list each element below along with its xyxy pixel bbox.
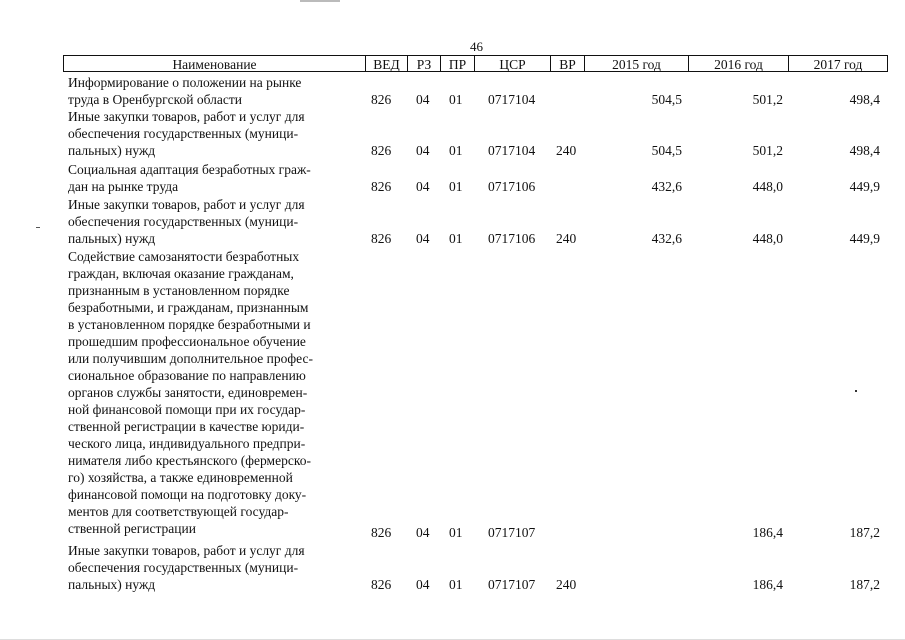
row-name: [68, 161, 358, 195]
header-ved: ВЕД: [365, 55, 407, 72]
cell-2016: 501,2: [752, 143, 783, 158]
row-name-line: признанным в установленном порядке: [68, 283, 290, 298]
row-name-line: Иные закупки товаров, работ и услуг для: [68, 543, 305, 558]
cell-2016: 186,4: [752, 525, 783, 540]
cell-rz: 04: [416, 231, 430, 246]
row-name-line: органов службы занятости, единовремен-: [68, 385, 308, 400]
cell-2016: 186,4: [752, 577, 783, 592]
row-name-line: Иные закупки товаров, работ и услуг для: [68, 197, 305, 212]
cell-ved: 826: [371, 525, 392, 540]
cell-csr: 0717107: [488, 577, 536, 592]
row-name-line: ческого лица, индивидуального предпри-: [68, 436, 306, 451]
cell-ved: 826: [371, 143, 392, 158]
cell-2016: 501,2: [752, 92, 783, 107]
cell-rz: 04: [416, 577, 430, 592]
cell-2017: 449,9: [849, 231, 880, 246]
cell-2017: 498,4: [849, 143, 880, 158]
row-name-line: обеспечения государственных (муници-: [68, 126, 299, 141]
cell-2015: 504,5: [651, 92, 682, 107]
cell-2017: 187,2: [849, 577, 880, 592]
row-name-line: безработными, и гражданам, признанным: [68, 300, 309, 315]
row-name: [68, 196, 358, 247]
row-name-line: Информирование о положении на рынке: [68, 75, 302, 90]
cell-2017: 187,2: [849, 525, 880, 540]
header-2015: 2015 год: [584, 55, 688, 72]
cell-rz: 04: [416, 92, 430, 107]
cell-ved: 826: [371, 577, 392, 592]
cell-vr: 240: [556, 577, 577, 592]
cell-csr: 0717104: [488, 92, 536, 107]
row-name-line: в установленном порядке безработными и: [68, 317, 311, 332]
header-name: Наименование: [63, 55, 365, 72]
cell-2015: 432,6: [651, 179, 682, 194]
cell-pr: 01: [449, 92, 463, 107]
row-name-line: нимателя либо крестьянского (фермерско-: [68, 453, 311, 468]
header-vr: ВР: [550, 55, 584, 72]
row-name-line: пальных) нужд: [68, 143, 156, 158]
row-name-line: или получившим дополнительное профес-: [68, 351, 313, 366]
cell-csr: 0717106: [488, 179, 536, 194]
row-name: [68, 248, 358, 537]
scan-speck: [855, 390, 857, 392]
row-name-line: ментов для соответствующей государ-: [68, 504, 289, 519]
cell-rz: 04: [416, 179, 430, 194]
cell-rz: 04: [416, 143, 430, 158]
cell-2015: 432,6: [651, 231, 682, 246]
row-name-line: дан на рынке труда: [68, 179, 179, 194]
cell-2015: 504,5: [651, 143, 682, 158]
row-name-line: обеспечения государственных (муници-: [68, 214, 299, 229]
cell-csr: 0717107: [488, 525, 536, 540]
row-name-line: прошедшим профессиональное обучение: [68, 334, 306, 349]
row-name-line: труда в Оренбургской области: [68, 92, 242, 107]
header-2017: 2017 год: [788, 55, 888, 72]
page-number: 46: [470, 39, 483, 54]
row-name-line: обеспечения государственных (муници-: [68, 560, 299, 575]
row-name-line: пальных) нужд: [68, 231, 156, 246]
cell-2017: 498,4: [849, 92, 880, 107]
header-pr: ПР: [440, 55, 474, 72]
scan-speck: [36, 227, 40, 228]
row-name: [68, 74, 358, 108]
header-rz: РЗ: [407, 55, 440, 72]
row-name-line: ственной регистрации: [68, 521, 196, 536]
cell-2016: 448,0: [752, 179, 783, 194]
cell-rz: 04: [416, 525, 430, 540]
header-csr: ЦСР: [474, 55, 550, 72]
row-name-line: Иные закупки товаров, работ и услуг для: [68, 109, 305, 124]
row-name-line: Содействие самозанятости безработных: [68, 249, 300, 264]
cell-2016: 448,0: [752, 231, 783, 246]
cell-csr: 0717104: [488, 143, 536, 158]
cell-pr: 01: [449, 577, 463, 592]
scan-edge-top: [300, 0, 340, 2]
cell-csr: 0717106: [488, 231, 536, 246]
row-name-line: ной финансовой помощи при их государ-: [68, 402, 306, 417]
cell-vr: 240: [556, 231, 577, 246]
cell-ved: 826: [371, 92, 392, 107]
row-name-line: Социальная адаптация безработных граж-: [68, 162, 311, 177]
row-name-line: ственной регистрации в качестве юриди-: [68, 419, 305, 434]
cell-pr: 01: [449, 525, 463, 540]
row-name-line: го) хозяйства, а также единовременной: [68, 470, 293, 485]
cell-ved: 826: [371, 231, 392, 246]
cell-pr: 01: [449, 231, 463, 246]
header-2016: 2016 год: [688, 55, 788, 72]
cell-2017: 449,9: [849, 179, 880, 194]
row-name-line: сиональное образование по направлению: [68, 368, 306, 383]
cell-pr: 01: [449, 143, 463, 158]
cell-pr: 01: [449, 179, 463, 194]
row-name: [68, 108, 358, 159]
row-name-line: пальных) нужд: [68, 577, 156, 592]
row-name-line: граждан, включая оказание гражданам,: [68, 266, 294, 281]
cell-vr: 240: [556, 143, 577, 158]
row-name-line: финансовой помощи на подготовку доку-: [68, 487, 307, 502]
cell-ved: 826: [371, 179, 392, 194]
row-name: [68, 542, 358, 593]
